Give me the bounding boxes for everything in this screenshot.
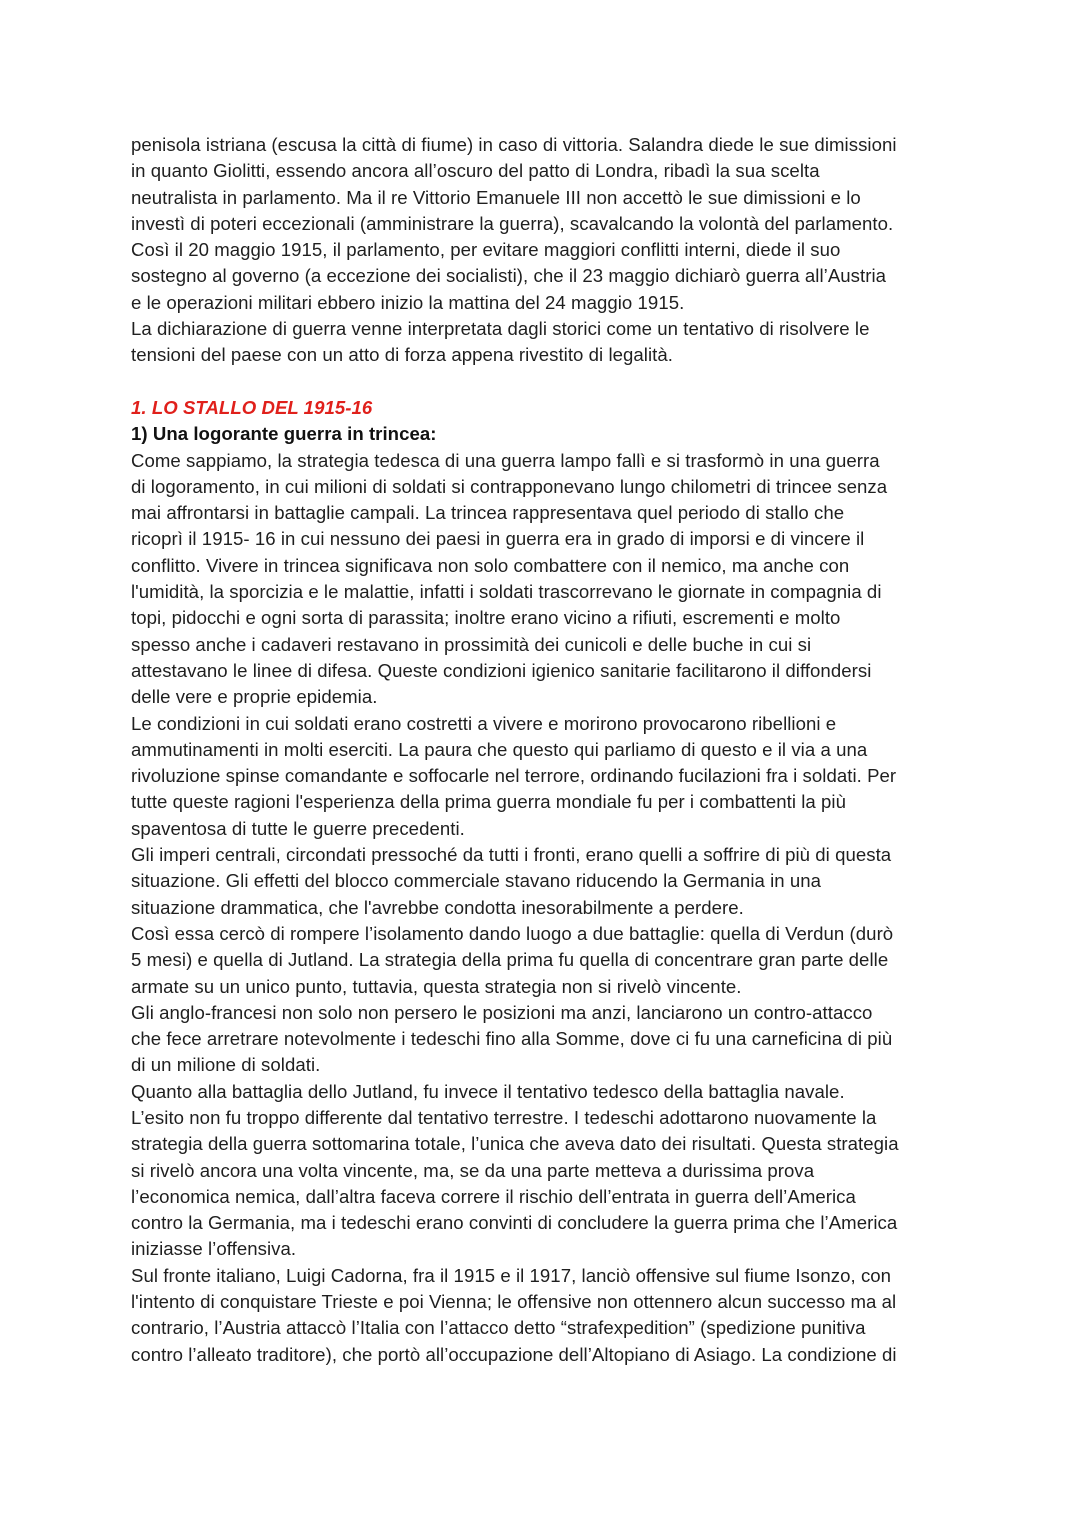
paragraph-spacer	[131, 369, 961, 395]
body-paragraph: Come sappiamo, la strategia tedesca di una guerra lampo fallì e si trasformò in una guerra di logoramento, in cui milioni di soldati si contrapponevano lungo chilometri di trincee senza mai affrontarsi in battaglie campali. La trincea rappresentava quel periodo di stallo che ricoprì il 1915- 16 in cui nessuno dei paesi in guerra era in grado di imporsi e di vincere il conflitto. Vivere in trincea significava non solo combattere con il nemico, ma anche con l'umidità, la sporcizia e le malattie, infatti i soldati trascorrevano le giornate in compagnia di topi, pidocchi e ogni sorta di parassita; inoltre erano vicino a rifiuti, escrementi e molto spesso anche i cadaveri restavano in prossimità dei cunicoli e delle buche in cui si attestavano le linee di difesa. Queste condizioni igienico sanitarie facilitarono il diffondersi delle vere e proprie epidemia.	[131, 449, 888, 708]
intro-paragraph: La dichiarazione di guerra venne interpretata dagli storici come un tentativo di risolvere le tensioni del paese con un atto di forza appena rivestito di legalità.	[131, 318, 870, 366]
body-paragraph: Le condizioni in cui soldati erano costretti a vivere e morirono provocarono ribellioni e ammutinamenti in molti eserciti. La paura che questo qui parliamo di questo e il via a una rivoluzione spinse comandante e soffocarle nel terrore, ordinando fucilazioni fra i soldati. Per tutte queste ragioni l'esperienza della prima guerra mondiale fu per i combattenti la più spaventosa di tutte le guerre precedenti.	[131, 712, 897, 839]
body-paragraph: Gli imperi centrali, circondati pressoché da tutti i fronti, erano quelli a soffrire di più di questa situazione. Gli effetti del blocco commerciale stavano riducendo la Germania in una situazione drammatica, che l'avrebbe condotta inesorabilmente a perdere.	[131, 844, 892, 918]
body-paragraph: Quanto alla battaglia dello Jutland, fu invece il tentativo tedesco della battaglia navale. L’esito non fu troppo differente dal tentativo terrestre. I tedeschi adottarono nuovamente la strategia della guerra sottomarina totale, l’unica che aveva dato dei risultati. Questa strategia si rivelò ancora una volta vincente, ma, se da una parte metteva a durissima prova l’economica nemica, dall’altra faceva correre il rischio dell’entrata in guerra dell’America contro la Germania, ma i tedeschi erano convinti di concludere la guerra prima che l’America iniziasse l’offensiva.	[131, 1080, 899, 1260]
document-page	[131, 132, 961, 1368]
subsection-title: 1) Una logorante guerra in trincea:	[131, 423, 437, 445]
section-title: 1. LO STALLO DEL 1915-16	[131, 396, 373, 418]
body-paragraph: Gli anglo-francesi non solo non persero le posizioni ma anzi, lanciarono un contro-attacco che fece arretrare notevolmente i tedeschi fino alla Somme, dove ci fu una carneficina di più di un milione di soldati.	[131, 1001, 893, 1076]
body-paragraph: Così essa cercò di rompere l’isolamento dando luogo a due battaglie: quella di Verdun (durò 5 mesi) e quella di Jutland. La strategia della prima fu quella di concentrare gran parte delle armate su un unico punto, tuttavia, questa strategia non si rivelò vincente.	[131, 922, 894, 997]
body-paragraph: Sul fronte italiano, Luigi Cadorna, fra il 1915 e il 1917, lanciò offensive sul fiume Isonzo, con l'intento di conquistare Trieste e poi Vienna; le offensive non ottennero alcun successo ma al contrario, l’Austria attaccò l’Italia con l’attacco detto “strafexpedition” (spedizione punitiva contro l’alleato traditore), che portò all’occupazione dell’Altopiano di Asiago. La condizione di	[131, 1264, 897, 1365]
intro-paragraph: penisola istriana (escusa la città di fiume) in caso di vittoria. Salandra diede le sue dimissioni in quanto Giolitti, essendo ancora all’oscuro del patto di Londra, ribadì la sua scelta neutralista in parlamento. Ma il re Vittorio Emanuele III non accettò le sue dimissioni e lo investì di poteri eccezionali (amministrare la guerra), scavalcando la volontà del parlamento. Così il 20 maggio 1915, il parlamento, per evitare maggiori conflitti interni, diede il suo sostegno al governo (a eccezione dei socialisti), che il 23 maggio dichiarò guerra all’Austria e le operazioni militari ebbero inizio la mattina del 24 maggio 1915.	[131, 134, 897, 313]
